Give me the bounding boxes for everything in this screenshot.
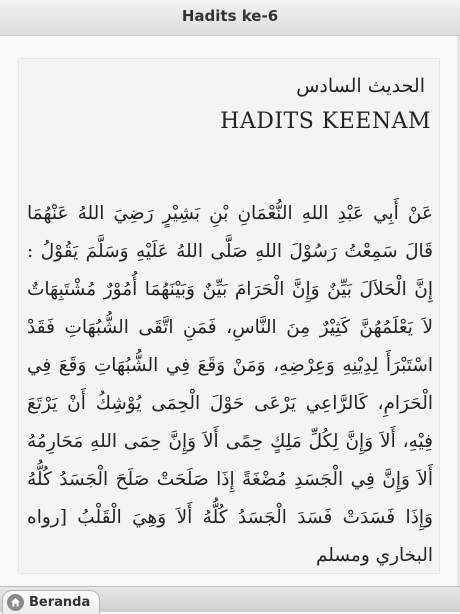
home-tab-label: Beranda — [29, 595, 91, 610]
latin-heading: HADITS KEENAM — [220, 109, 431, 134]
home-icon — [7, 594, 24, 611]
header-bar — [0, 0, 460, 36]
hadith-arabic-text: عَنْ أَبِي عَبْدِ اللهِ النُّعْمَانِ بْنِ بَشِيْرٍ رَضِيَ اللهُ عَنْهُمَا قَالَ سَمِعْتُ رَسُوْلَ اللهِ صَلَّى اللهُ عَلَيْهِ وَسَلَّمَ يَقُوْلُ : إِنَّ الْحَلاَلَ بَيِّنٌ وَإِنَّ الْحَرَامَ بَيِّنٌ وَبَيْنَهُمَا أُمُوْرٌ مُشْتَبِهَاتٌ لاَ يَعْلَمُهُنَّ كَثِيْرٌ مِنَ النَّاسِ، فَمَنِ اتَّقَى الشُّبُهَاتِ فَقَدْ اسْتَبْرَأَ لِدِيْنِهِ وَعِرْضِهِ، وَمَنْ وَقَعَ فِي الشُّبُهَاتِ وَقَعَ فِي الْحَرَامِ، كَالرَّاعِي يَرْعَى حَوْلَ الْحِمَى يُوْشِكُ أَنْ يَرْتَعَ فِيْهِ، أَلاَ وَإِنَّ لِكُلِّ مَلِكٍ حِمًى أَلاَ وَإِنَّ حِمَى اللهِ مَحَارِمُهُ أَلاَ وَإِنَّ فِي الْجَسَدِ مُضْغَةً إِذَا صَلَحَتْ صَلَحَ الْجَسَدُ كُلُّهُ وَإِذَا فَسَدَتْ فَسَدَ الْجَسَدُ كُلُّهُ أَلاَ وَهِيَ الْقَلْبُ [رواه البخاري ومسلم — [27, 203, 433, 566]
home-tab-button[interactable] — [2, 590, 100, 614]
page-title: Hadits ke-6 — [181, 7, 279, 25]
arabic-heading: الحديث السادس — [296, 75, 425, 97]
hadith-content-card — [18, 58, 440, 574]
footer-bar — [0, 586, 460, 612]
